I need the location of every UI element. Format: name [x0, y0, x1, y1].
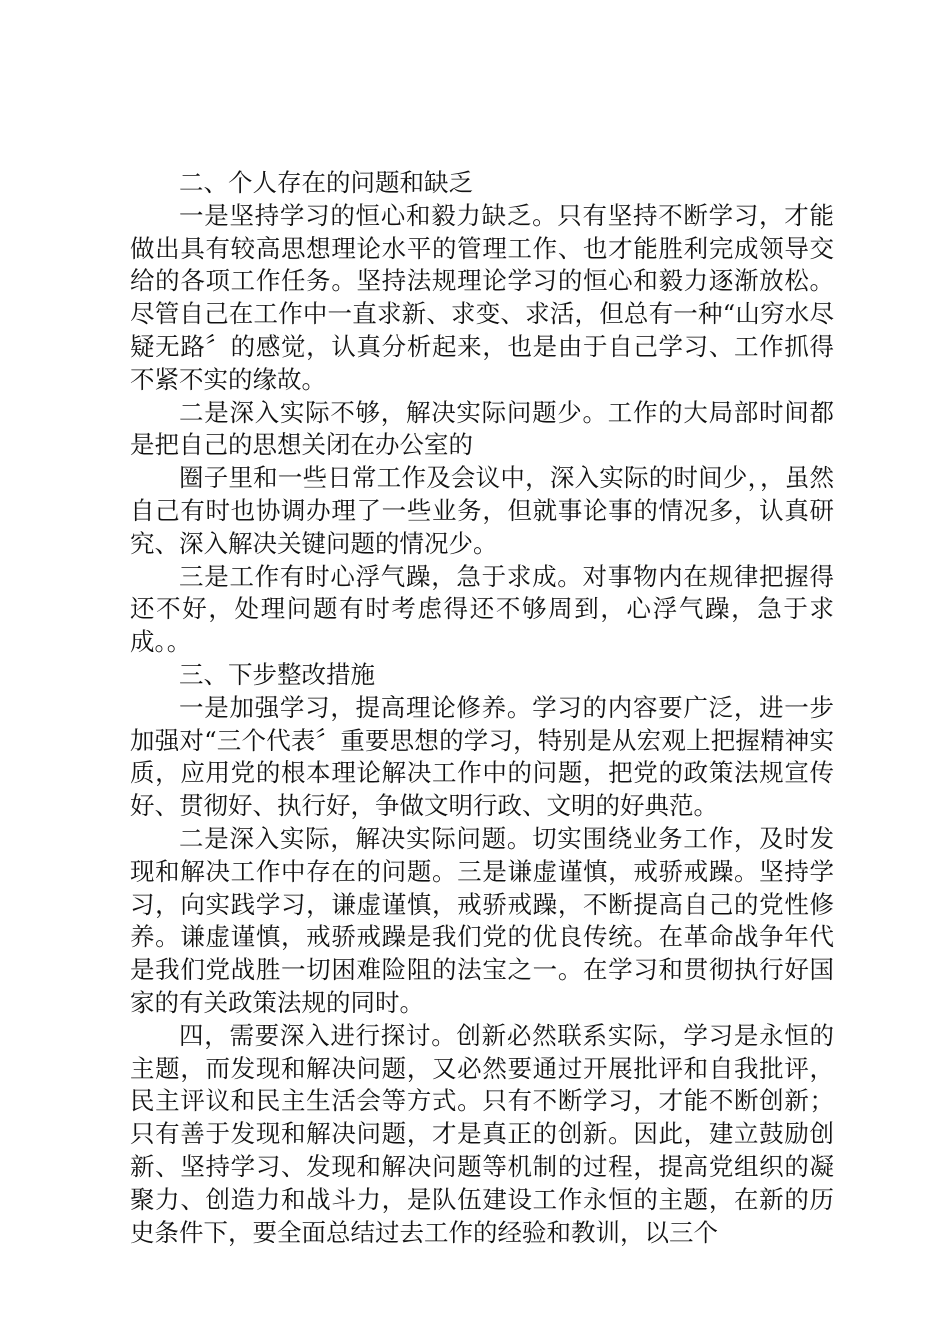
paragraph-explore: 四，需要深入进行探讨。创新必然联系实际，学习是永恒的主题，而发现和解决问题，又必然要通过开展批评和自我批评，民主评议和民主生活会等方式。只有不断学习，才能不断创新；只有善于发现和解决问题，才是真正的创新。因此，建立鼓励创新、坚持学习、发现和解决问题等机制的过程，提高党组织的凝聚力、创造力和战斗力，是队伍建设工作永恒的主题，在新的历史条件下，要全面总结过去工作的经验和教训，以三个 — [130, 1020, 834, 1247]
paragraph-persistence: 一是坚持学习的恒心和毅力缺乏。只有坚持不断学习，才能做出具有较高思想理论水平的管理工作、也才能胜利完成领导交给的各项工作任务。坚持法规理论学习的恒心和毅力逐渐放松。尽管自己在工作中一直求新、求变、求活，但总有一种“山穷水尽疑无路〞的感觉，认真分析起来，也是由于自己学习、工作抓得不紧不实的缘故。 — [130, 200, 834, 394]
paragraph-practice-part2: 圈子里和一些日常工作及会议中，深入实际的时间少，，虽然自己有时也协调办理了一些业务，但就事论事的情况多，认真研究、深入解决关键问题的情况少。 — [130, 463, 834, 558]
paragraph-solve-problems: 二是深入实际，解决实际问题。切实围绕业务工作，及时发现和解决工作中存在的问题。三是谦虚谨慎，戒骄戒躁。坚持学习，向实践学习，谦虚谨慎，戒骄戒躁，不断提高自己的党性修养。谦虚谨慎，戒骄戒躁是我们党的优良传统。在革命战争年代是我们党战胜一切困难险阻的法宝之一。在学习和贯彻执行好国家的有关政策法规的同时。 — [130, 823, 834, 1017]
paragraph-study: 一是加强学习，提高理论修养。学习的内容要广泛，进一步加强对“三个代表〞重要思想的学习，特别是从宏观上把握精神实质，应用党的根本理论解决工作中的问题，把党的政策法规宣传好、贯彻好、执行好，争做文明行政、文明的好典范。 — [130, 692, 834, 821]
paragraph-practice-part1: 二是深入实际不够，解决实际问题少。工作的大局部时间都是把自己的思想关闭在办公室的 — [130, 397, 834, 460]
paragraph-impatience: 三是工作有时心浮气躁，急于求成。对事物内在规律把握得还不好，处理问题有时考虑得还不够周到，心浮气躁，急于求成。。 — [130, 561, 834, 657]
document-page — [130, 167, 834, 1249]
section-heading-measures: 三、下步整改措施 — [179, 659, 375, 689]
section-heading-problems: 二、个人存在的问题和缺乏 — [179, 168, 473, 197]
